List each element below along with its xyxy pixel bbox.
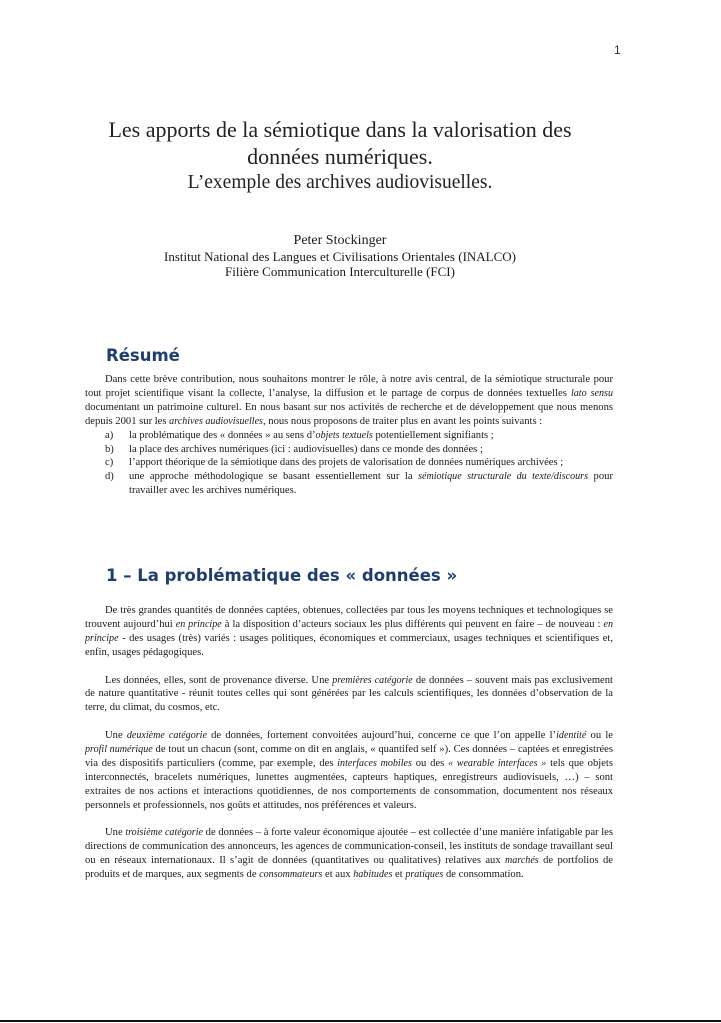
page-bottom-border xyxy=(0,1020,721,1022)
author-block xyxy=(60,233,620,279)
list-item: a) la problématique des « données » au sens d’objets textuels potentiellement signifiants ; xyxy=(105,429,494,441)
resume-intro: Dans cette brève contribution, nous souhaitons montrer le rôle, à notre avis central, de la sémiotique structurale pour tout projet scientifique visant la collecte, l’analyse, la diffusion et le partage de corpus de données textuelles lato sensu documentant un patrimoine culturel. En nous basant sur nos activités de recherche et de développement que nous menons depuis 2001 sur les archives audiovisuelles, nous nous proposons de traiter plus en avant les points suivants : xyxy=(85,374,613,427)
list-item: d) une approche méthodologique se basant essentiellement sur la sémiotique structurale du texte/discours pour travailler avec les archives numériques. xyxy=(105,471,613,497)
title-line-2: données numériques. xyxy=(247,144,433,169)
document-title xyxy=(60,116,620,196)
section-1-body xyxy=(85,604,613,882)
section-1-heading: 1 – La problématique des « données » xyxy=(106,566,458,585)
document-subtitle: L’exemple des archives audiovisuelles. xyxy=(187,172,493,193)
list-item: b) la place des archives numériques (ici : audiovisuelles) dans ce monde des données ; xyxy=(105,443,483,455)
resume-points-list xyxy=(85,429,613,499)
paragraph: Les données, elles, sont de provenance diverse. Une premières catégorie de données – souvent mais pas exclusivement de nature quantitative - réunit toutes celles qui sont générées par les calculs scientifiques, les données d’observation de la terre, du climat, du cosmos, etc. xyxy=(85,674,614,714)
paragraph: De très grandes quantités de données captées, obtenues, collectées par tous les moyens techniques et technologiques se trouvent aujourd’hui en principe à la disposition d’acteurs sociaux les plus différents qui peuvent en faire – de nouveau : en principe - des usages (très) variés : usages politiques, économiques et commerciaux, usages techniques et scientifiques et, enfin, usages pédagogiques. xyxy=(85,605,614,658)
paragraph: Une deuxième catégorie de données, fortement convoitées aujourd’hui, concerne ce que l’on appelle l’identité ou le profil numérique de tout un chacun (sont, comme on dit en anglais, « quantifed self »). Ces données – captées et enregistrées via des dispositifs particuliers (comme, par exemple, des interfaces mobiles ou des « wearable interfaces » tels que objets interconnectés, bracelets numériques, lunettes augmentées, capteurs haptiques, enregistreurs audiovisuels, …) – sont extraites de nos actions et interactions quotidiennes, de nos comportements de consommation, documentent nos réseaux personnels et professionnels, nos goûts et attitudes, nos préférences et valeurs. xyxy=(85,730,613,811)
resume-body xyxy=(85,373,613,498)
author-affiliation-1: Institut National des Langues et Civilisations Orientales (INALCO) xyxy=(163,249,516,264)
page-number: 1 xyxy=(614,43,621,57)
paragraph: Une troisième catégorie de données – à forte valeur économique ajoutée – est collectée d’une manière infatigable par les directions de communication des annonceurs, les agences de communication-conseil, les instituts de sondage travaillant seul ou en réseaux internationaux. Il s’agit de données (quantitatives ou qualitatives) relatives aux marchés de portfolios de produits et de marques, aux segments de consommateurs et aux habitudes et pratiques de consommation. xyxy=(85,827,613,881)
author-affiliation-2: Filière Communication Interculturelle (FCI) xyxy=(225,264,455,279)
author-name: Peter Stockinger xyxy=(293,233,387,248)
title-line-1: Les apports de la sémiotique dans la valorisation des xyxy=(108,117,572,142)
list-item: c) l’apport théorique de la sémiotique dans des projets de valorisation de données numériques archivées ; xyxy=(105,457,564,469)
resume-heading: Résumé xyxy=(106,346,180,365)
